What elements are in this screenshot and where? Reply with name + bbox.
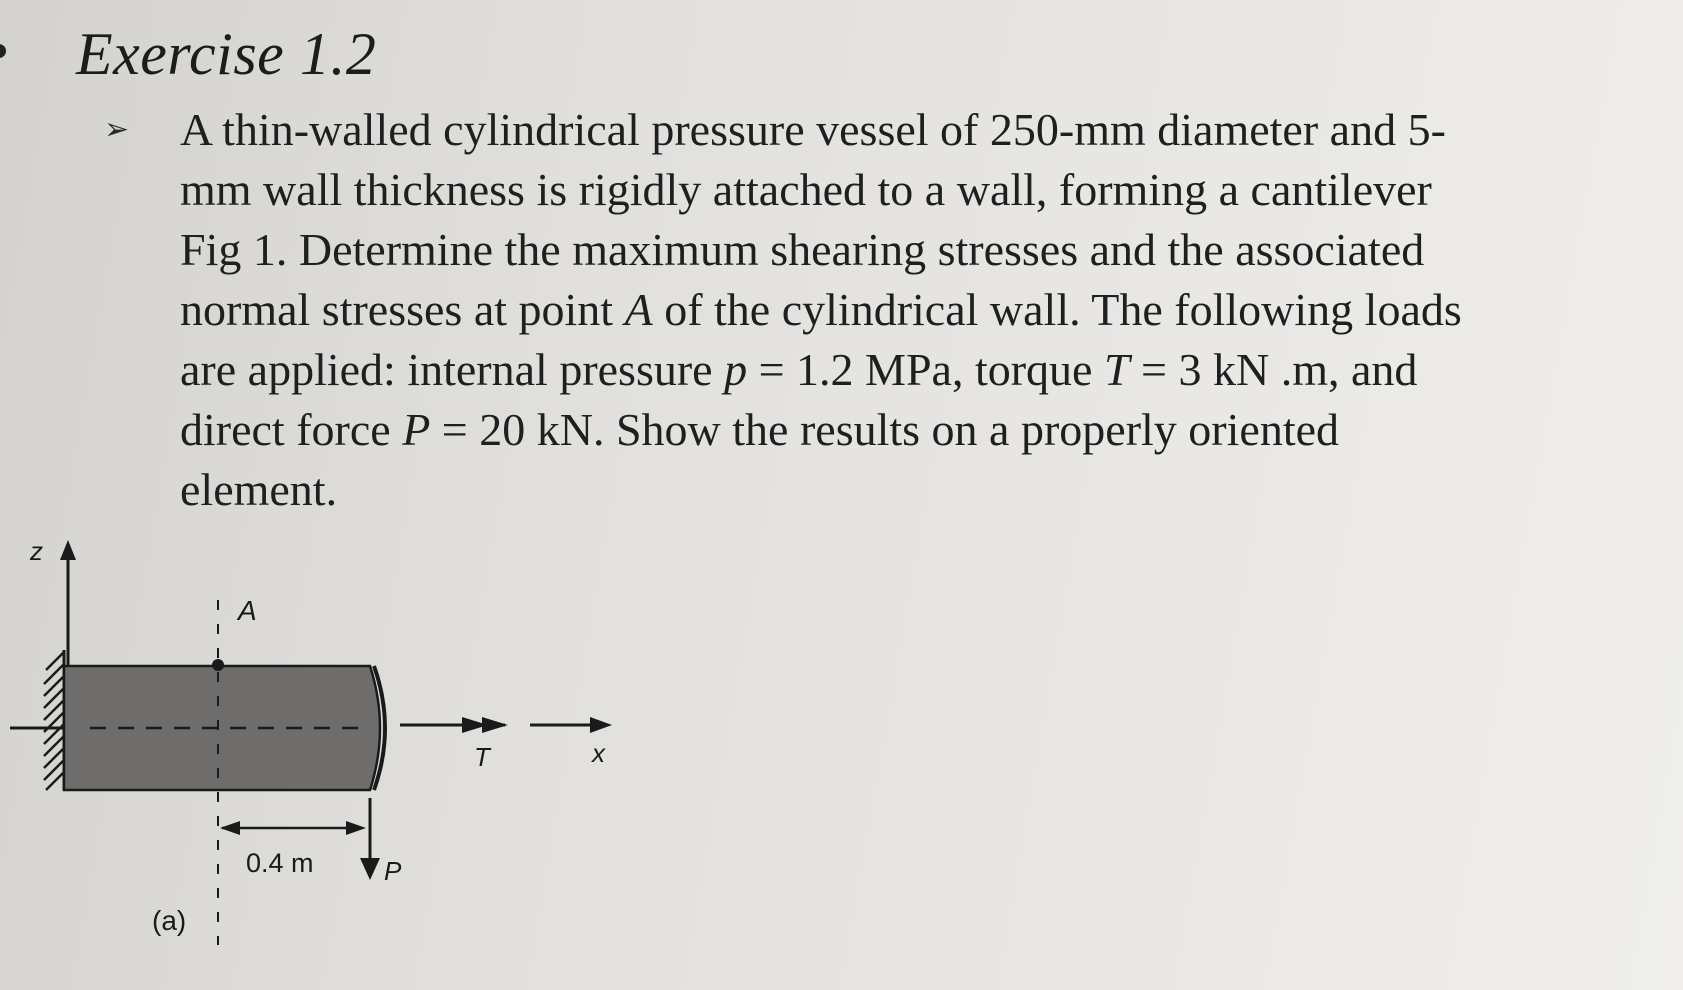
cylinder-body	[64, 666, 380, 790]
torque-symbol: T	[1103, 344, 1130, 395]
problem-line: Fig 1. Determine the maximum shearing stresses and the associated	[180, 224, 1425, 275]
z-axis-label: z	[30, 540, 43, 566]
problem-line: normal stresses at point A of the cylindrical wall. The following loads	[180, 284, 1462, 335]
point-a-symbol: A	[624, 284, 653, 335]
dimension-arrow-right	[346, 821, 366, 835]
problem-statement	[180, 100, 1640, 520]
z-axis-arrowhead	[60, 540, 76, 560]
page-edge-mark	[0, 44, 6, 58]
problem-line: mm wall thickness is rigidly attached to a wall, forming a cantilever	[180, 164, 1432, 215]
bullet-arrow-icon: ➢	[104, 112, 130, 147]
wall-hatching	[44, 652, 64, 790]
cantilever-diagram	[0, 540, 680, 960]
problem-line: element.	[180, 464, 338, 515]
dimension-arrow-left	[220, 821, 240, 835]
torque-arrowhead-2	[482, 717, 508, 733]
force-symbol: P	[402, 404, 431, 455]
figure-caption: (a)	[152, 905, 187, 936]
x-axis-label: x	[592, 738, 605, 768]
point-a-label: A	[238, 595, 257, 626]
load-p-arrowhead	[360, 858, 380, 880]
problem-line: direct force P = 20 kN. Show the results on a properly oriented	[180, 404, 1340, 455]
torque-label: T	[474, 742, 490, 772]
dimension-label: 0.4 m	[246, 848, 314, 878]
problem-line: A thin-walled cylindrical pressure vessel of 250-mm diameter and 5-	[180, 104, 1446, 155]
problem-line: are applied: internal pressure p = 1.2 MPa, torque T = 3 kN .m, and	[180, 344, 1418, 395]
exercise-title: Exercise 1.2	[76, 21, 377, 87]
cantilever-figure	[0, 540, 680, 960]
x-axis-arrowhead	[590, 717, 612, 733]
pressure-symbol: p	[724, 344, 748, 395]
load-p-label: P	[384, 856, 402, 886]
point-a-marker	[212, 659, 224, 671]
